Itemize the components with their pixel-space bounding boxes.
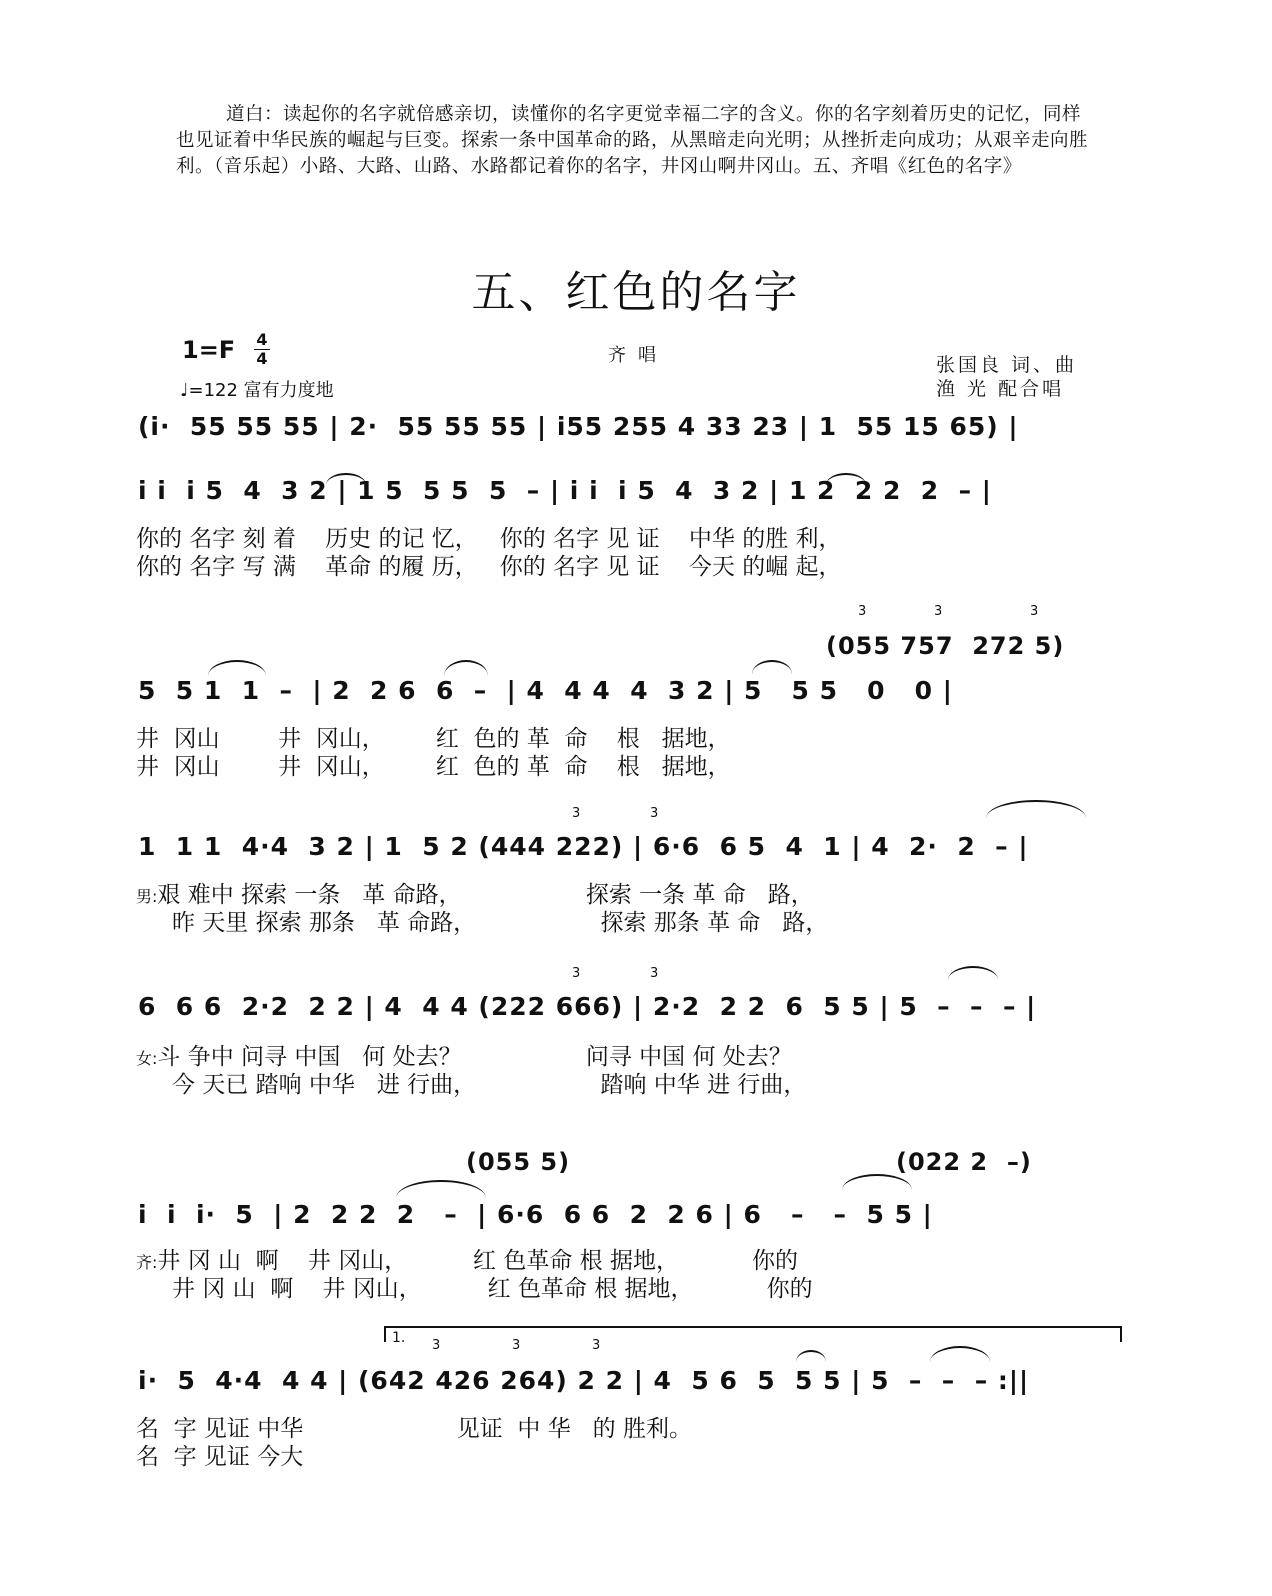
- credit-lyrics-music: 张国良 词、曲: [936, 354, 1078, 376]
- slur: [326, 473, 366, 485]
- triplet-mark: 3: [592, 1338, 601, 1353]
- triplet-mark: 3: [858, 604, 867, 619]
- first-ending-number: 1.: [392, 1330, 406, 1346]
- lyric-row-1-verse-1: 你的 名字 刻 着 历史 的记 忆， 你的 名字 见 证 中华 的胜 利，: [136, 526, 842, 552]
- instrumental-fill-right: (022 2 –): [896, 1148, 1032, 1176]
- triplet-mark: 3: [650, 806, 659, 821]
- triplet-mark: 3: [572, 966, 581, 981]
- lyric-text: 井 冈 山 啊 井 冈山， 红 色革命 根 据地， 你的: [157, 1248, 799, 1274]
- lyric-row-1-verse-2: 你的 名字 写 满 革命 的履 历， 你的 名字 见 证 今天 的崛 起，: [136, 554, 842, 580]
- score-row-2: 5 5 1 1 – | 2 2 6 6 – | 4 4 4 4 3 2 | 5 5 5 0 0 |: [138, 676, 953, 705]
- score-row-intro: (i· 55 55 55 | 2· 55 55 55 | i55 255 4 33 23 | 1 55 15 65) |: [138, 412, 1019, 441]
- triplet-mark: 3: [432, 1338, 441, 1353]
- first-ending-bracket: [384, 1326, 1122, 1346]
- time-signature: [254, 332, 270, 367]
- slur: [986, 800, 1086, 818]
- score-row-5: i i i· 5 | 2 2 2 2 – | 6·6 6 6 2 2 6 | 6 – – 5 5 |: [138, 1200, 933, 1229]
- time-signature-bottom: 4: [256, 349, 268, 368]
- time-signature-top: 4: [256, 330, 268, 349]
- slur: [396, 1180, 486, 1198]
- part-label-unison: 齐:: [136, 1253, 158, 1272]
- tempo-marking: ♩=122 富有力度地: [180, 380, 334, 401]
- score-row-1: i i i 5 4 3 2 | 1 5 5 5 5 – | i i i 5 4 3 2 | 1 2 2 2 2 – |: [138, 476, 992, 505]
- slur: [930, 1346, 990, 1362]
- slur: [826, 473, 866, 485]
- spoken-intro: 道白：读起你的名字就倍感亲切，读懂你的名字更觉幸福二字的含义。你的名字刻着历史的记忆，同样也见证着中华民族的崛起与巨变。探索一条中国革命的路，从黑暗走向光明；从挫折走向成功；从艰辛走向胜利。（音乐起）小路、大路、山路、水路都记着你的名字，井冈山啊井冈山。五、齐唱《红色的名字》: [176, 104, 1089, 177]
- score-row-6: i· 5 4·4 4 4 | (642 426 264) 2 2 | 4 5 6 5 5 5 | 5 – – – :||: [138, 1366, 1030, 1395]
- instrumental-fill-left: (055 5): [466, 1148, 571, 1176]
- slur: [796, 1350, 826, 1362]
- slur: [948, 966, 998, 980]
- triplet-mark: 3: [934, 604, 943, 619]
- song-title: 五、红色的名字: [471, 267, 801, 318]
- lyric-row-5-verse-2: 井 冈 山 啊 井 冈山， 红 色革命 根 据地， 你的: [172, 1276, 813, 1302]
- slur: [444, 660, 488, 676]
- slur: [752, 660, 792, 674]
- key-signature: 1=F: [182, 336, 236, 364]
- credit-harmony: 渔 光 配合唱: [936, 378, 1065, 400]
- lyric-text: 艰 难中 探索 一条 革 命路， 探索 一条 革 命 路，: [157, 882, 814, 908]
- triplet-mark: 3: [1030, 604, 1039, 619]
- part-label-female: 女:: [136, 1049, 158, 1068]
- score-row-3: 1 1 1 4·4 3 2 | 1 5 2 (444 222) | 6·6 6 5 4 1 | 4 2· 2 – |: [138, 832, 1029, 861]
- slur: [208, 660, 266, 676]
- lyric-text: 斗 争中 问寻 中国 何 处去？ 问寻 中国 何 处去？: [157, 1044, 792, 1070]
- lyric-row-2-verse-1: 井 冈山 井 冈山， 红 色的 革 命 根 据地，: [136, 726, 731, 752]
- lyric-row-6-verse-2: 名 字 见证 今大: [136, 1444, 304, 1470]
- triplet-mark: 3: [572, 806, 581, 821]
- instrumental-fill: (055 757 272 5): [826, 632, 1065, 660]
- lyric-row-6-verse-1: 名 字 见证 中华 见证 中 华 的 胜利。: [136, 1416, 692, 1442]
- lyric-row-4-verse-2: 今 天已 踏响 中华 进 行曲， 踏响 中华 进 行曲，: [172, 1072, 807, 1098]
- performance-mode: 齐唱: [608, 345, 668, 366]
- lyric-row-2-verse-2: 井 冈山 井 冈山， 红 色的 革 命 根 据地，: [136, 754, 731, 780]
- triplet-mark: 3: [512, 1338, 521, 1353]
- part-label-male: 男:: [136, 887, 158, 906]
- triplet-mark: 3: [650, 966, 659, 981]
- score-row-4: 6 6 6 2·2 2 2 | 4 4 4 (222 666) | 2·2 2 2 6 5 5 | 5 – – – |: [138, 992, 1037, 1021]
- lyric-row-3-verse-2: 昨 天里 探索 那条 革 命路， 探索 那条 革 命 路，: [172, 910, 829, 936]
- slur: [842, 1174, 912, 1190]
